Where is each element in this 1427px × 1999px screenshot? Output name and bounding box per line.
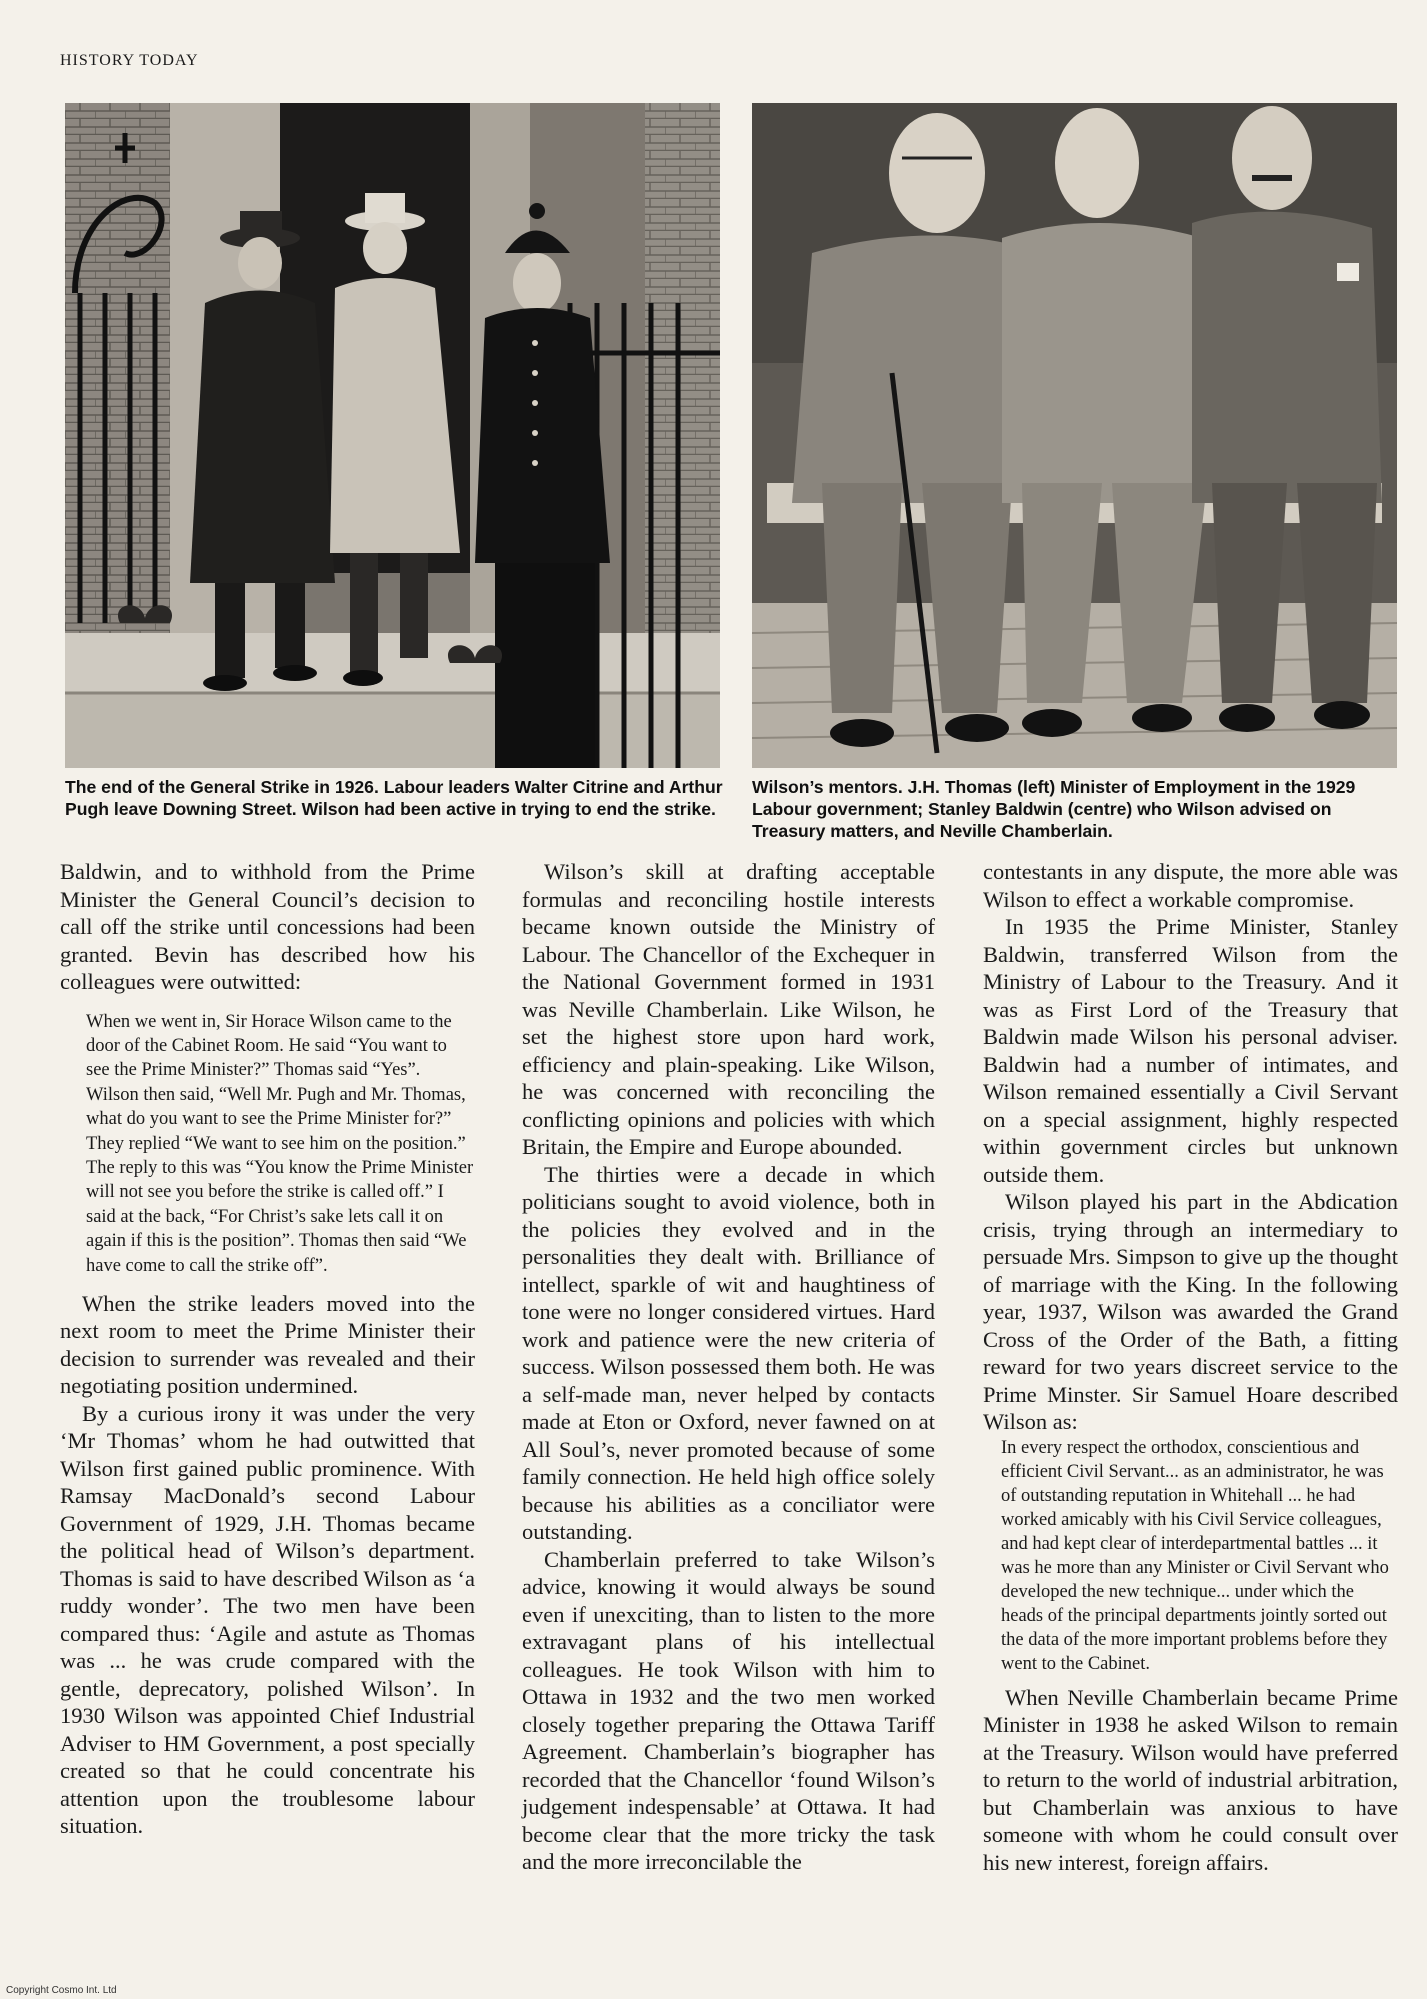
paragraph: Wilson played his part in the Abdication crisis, trying through an intermediary to persuade Mrs. Simpson to give up the thought of marriage with the King. In the following year, 1937, Wilson was awarded the Grand Cross of the Order of the Bath, a fitting reward for two years discreet service to the Prime Minster. Sir Samuel Hoare described Wilson as: xyxy=(983,1189,1398,1434)
paragraph: By a curious irony it was under the very ‘Mr Thomas’ whom he had outwitted that Wilson first gained public prominence. With Ramsay MacDonald’s second Labour Government of 1929, J.H. Thomas became the political head of Wilson’s department. Thomas is said to have described Wilson as ‘a ruddy wonder’. The two men have been compared thus: ‘Agile and astute as Thomas was ... he was crude compared with the gentle, deprecatory, polished Wilson’. In 1930 Wilson was appointed Chief Industrial Adviser to HM Government, a post specially created so that he could concentrate his attention upon the troublesome labour situation. xyxy=(60,1400,475,1839)
caption-left: The end of the General Strike in 1926. Labour leaders Walter Citrine and Arthur Pugh leave Downing Street. Wilson had been active in trying to end the strike. xyxy=(65,777,723,819)
article-column-2 xyxy=(522,858,935,1876)
quotation-bevin: When we went in, Sir Horace Wilson came to the door of the Cabinet Room. He said “You want to see the Prime Minister?” Thomas said “Yes”. Wilson then said, “Well Mr. Pugh and Mr. Thomas, what do you want to see the Prime Minister for?” They replied “We want to see him on the position.” The reply to this was “You know the Prime Minister will not see you before the strike is called off.” I said at the back, “For Christ’s sake lets call it on again if this is the position”. Thomas then said “We have come to call the strike off”. xyxy=(86,1011,474,1276)
photo-downing-street xyxy=(65,103,720,768)
paragraph: When Neville Chamberlain became Prime Minister in 1938 he asked Wilson to remain at the Treasury. Wilson would have preferred to return to the world of industrial arbitration, but Chamberlain was anxious to have someone with whom he could consult over his new interest, foreign affairs. xyxy=(983,1684,1398,1875)
article-column-3 xyxy=(983,858,1398,1876)
copyright-notice: Copyright Cosmo Int. Ltd xyxy=(6,1985,117,1996)
paragraph: The thirties were a decade in which politicians sought to avoid violence, both in the policies they evolved and in the personalities they dealt with. Brilliance of intellect, sparkle of wit and haughtiness of tone were no longer considered virtues. Hard work and patience were the new criteria of success. Wilson possessed them both. He was a self-made man, never helped by contacts made at Eton or Oxford, never fawned on at All Soul’s, never promoted because of some family connection. He held high office solely because his abilities as a conciliator were outstanding. xyxy=(522,1161,935,1544)
paragraph: contestants in any dispute, the more able was Wilson to effect a workable compromise. xyxy=(983,859,1398,912)
photo-three-mentors xyxy=(752,103,1397,768)
paragraph: Baldwin, and to withhold from the Prime Minister the General Council’s decision to call off the strike until concessions had been granted. Bevin has described how his colleagues were outwitted: xyxy=(60,859,475,994)
paragraph: When the strike leaders moved into the next room to meet the Prime Minister their decision to surrender was revealed and their negotiating position undermined. xyxy=(60,1290,475,1399)
running-head: HISTORY TODAY xyxy=(60,52,199,69)
article-column-1 xyxy=(60,858,475,1840)
paragraph: In 1935 the Prime Minister, Stanley Baldwin, transferred Wilson from the Ministry of Labour to the Treasury. And it was as First Lord of the Treasury that Baldwin made Wilson his personal adviser. Baldwin had a number of intimates, and Wilson remained essentially a Civil Servant on a special assignment, highly respected within government circles but unknown outside them. xyxy=(983,914,1398,1187)
quotation-hoare: In every respect the orthodox, conscientious and efficient Civil Servant... as an administrator, he was of outstanding reputation in Whitehall ... he had worked amicably with his Civil Service colleagues, and had kept clear of interdepartmental battles ... it was he more than any Minister or Civil Servant who developed the new technique... under which the heads of the principal departments jointly sorted out the data of the more important problems before they went to the Cabinet. xyxy=(1001,1437,1389,1674)
paragraph: Wilson’s skill at drafting acceptable formulas and reconciling hostile interests became known outside the Ministry of Labour. The Chancellor of the Exchequer in the National Government formed in 1931 was Neville Chamberlain. Like Wilson, he set the highest store upon hard work, efficiency and plain-speaking. Like Wilson, he was concerned with reconciling the conflicting opinions and policies with which Britain, the Empire and Europe abounded. xyxy=(522,859,935,1159)
paragraph: Chamberlain preferred to take Wilson’s advice, knowing it would always be sound even if unexciting, than to listen to the more extravagant plans of his intellectual colleagues. He took Wilson with him to Ottawa in 1932 and the two men worked closely together preparing the Ottawa Tariff Agreement. Chamberlain’s biographer has recorded that the Chancellor ‘found Wilson’s judgement indespensable’ at Ottawa. It had become clear that the more tricky the task and the more irreconcilable the xyxy=(522,1546,935,1874)
caption-right: Wilson’s mentors. J.H. Thomas (left) Minister of Employment in the 1929 Labour government; Stanley Baldwin (centre) who Wilson advised on Treasury matters, and Neville Chamberlain. xyxy=(752,777,1356,841)
